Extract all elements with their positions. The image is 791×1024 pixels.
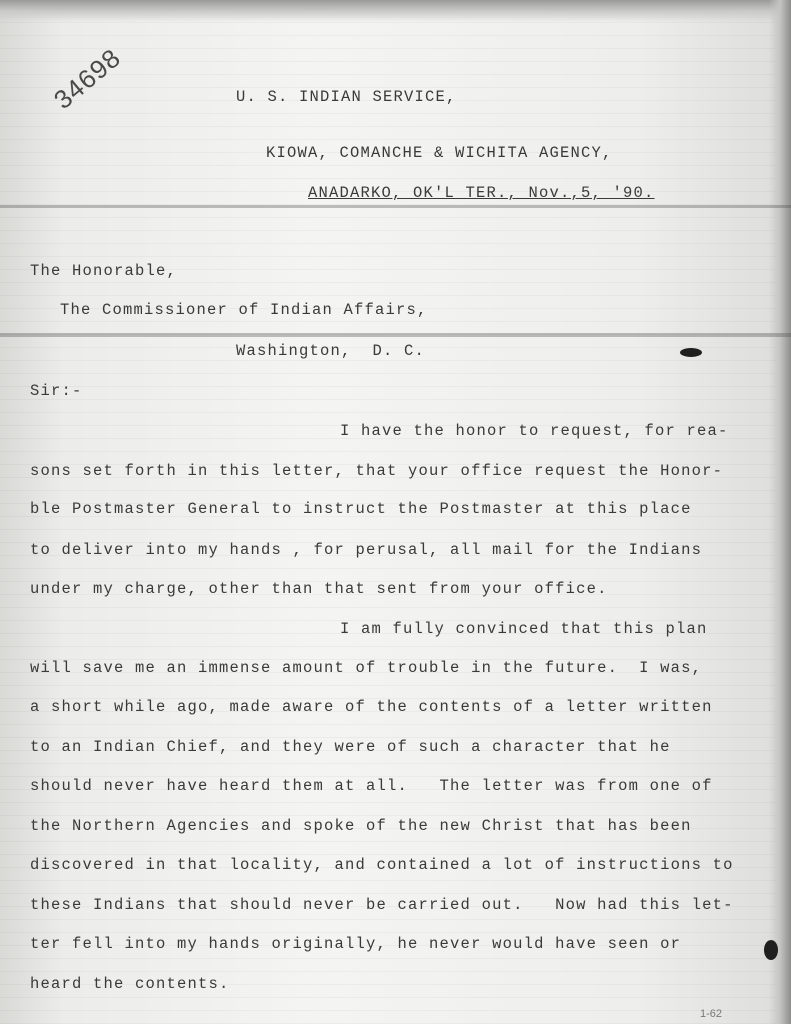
- body-line: ble Postmaster General to instruct the Postmaster at this place: [30, 500, 692, 518]
- body-line: I am fully convinced that this plan: [340, 620, 708, 638]
- body-line: to an Indian Chief, and they were of such a character that he: [30, 738, 671, 756]
- body-line: I have the honor to request, for rea-: [340, 422, 729, 440]
- salutation-to: The Honorable,: [30, 262, 178, 280]
- ink-blot: [680, 348, 702, 357]
- body-line: should never have heard them at all. The letter was from one of: [30, 777, 713, 795]
- scan-streak: [0, 205, 791, 208]
- letterhead-agency: KIOWA, COMANCHE & WICHITA AGENCY,: [266, 144, 613, 162]
- scan-edge-right: [769, 0, 791, 1024]
- body-line: ter fell into my hands originally, he never would have seen or: [30, 935, 682, 953]
- letterhead-place-date: ANADARKO, OK'L TER., Nov.,5, '90.: [308, 184, 655, 202]
- corner-note: 1-62: [700, 1008, 723, 1020]
- recipient: The Commissioner of Indian Affairs,: [60, 301, 428, 319]
- body-line: to deliver into my hands , for perusal, all mail for the Indians: [30, 541, 703, 559]
- body-line: will save me an immense amount of trouble in the future. I was,: [30, 659, 703, 677]
- scan-streak: [0, 333, 791, 337]
- body-line: heard the contents.: [30, 975, 230, 993]
- ink-blot: [764, 940, 778, 960]
- file-number-stamp: 34698: [48, 42, 127, 115]
- greeting: Sir:-: [30, 382, 83, 400]
- body-line: sons set forth in this letter, that your office request the Honor-: [30, 462, 724, 480]
- scan-edge-top: [0, 0, 791, 22]
- body-line: under my charge, other than that sent from your office.: [30, 580, 608, 598]
- body-line: discovered in that locality, and contained a lot of instructions to: [30, 856, 734, 874]
- body-line: a short while ago, made aware of the contents of a letter written: [30, 698, 713, 716]
- body-line: the Northern Agencies and spoke of the new Christ that has been: [30, 817, 692, 835]
- letterhead-service: U. S. INDIAN SERVICE,: [236, 88, 457, 106]
- recipient-city: Washington, D. C.: [236, 342, 426, 360]
- body-line: these Indians that should never be carried out. Now had this let-: [30, 896, 734, 914]
